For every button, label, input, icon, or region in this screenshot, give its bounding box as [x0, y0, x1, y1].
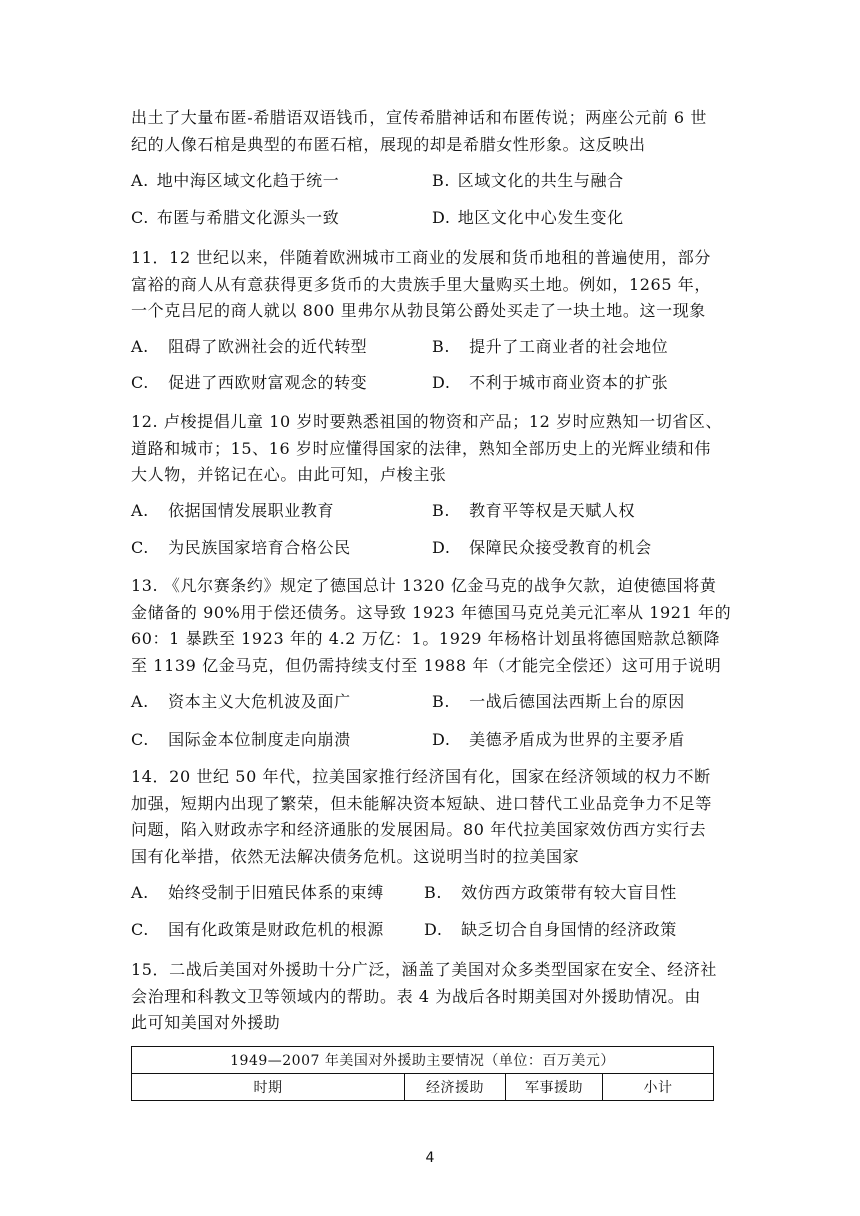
q12-option-c: C. 为民族国家培育合格公民 — [131, 538, 351, 557]
q15-stem — [131, 957, 735, 1037]
stem-line: 12. 卢梭提倡儿童 10 岁时要熟悉祖国的物资和产品；12 岁时应熟知一切省区、 — [131, 412, 723, 431]
q14-option-c: C. 国有化政策是财政危机的根源 — [131, 920, 384, 939]
stem-line: 富裕的商人从有意获得更多货币的大贵族手里大量购买土地。例如，1265 年， — [131, 274, 712, 294]
q10-stem — [131, 105, 735, 158]
stem-line: 此可知美国对外援助 — [131, 1013, 281, 1032]
stem-line: 15．二战后美国对外援助十分广泛，涵盖了美国对众多类型国家在安全、经济社 — [131, 960, 717, 979]
q12-stem — [131, 409, 735, 489]
stem-line: 会治理和科教文卫等领域内的帮助。表 4 为战后各时期美国对外援助情况。由 — [131, 986, 701, 1006]
q14-option-d: D. 缺乏切合自身国情的经济政策 — [424, 920, 677, 939]
q13-option-d: D. 美德矛盾成为世界的主要矛盾 — [432, 730, 685, 749]
q11-option-b: B. 提升了工商业者的社会地位 — [432, 337, 669, 356]
table-header-row — [132, 1074, 714, 1101]
q10-option-c: C. 布匿与希腊文化源头一致 — [131, 208, 340, 227]
q13-option-a: A. 资本主义大危机波及面广 — [131, 692, 351, 711]
q11-option-a: A. 阻碍了欧洲社会的近代转型 — [131, 337, 368, 356]
stem-line: 至 1139 亿金马克，但仍需持续支付至 1988 年（才能完全偿还）这可用于说明 — [131, 655, 722, 675]
q12-option-b: B. 教育平等权是天赋人权 — [432, 501, 636, 520]
q14-option-a: A. 始终受制于旧殖民体系的束缚 — [131, 883, 384, 902]
table-4 — [131, 1046, 714, 1101]
table-header-cell: 时期 — [132, 1074, 405, 1101]
stem-line: 出土了大量布匿-希腊语双语钱币，宣传希腊神话和布匿传说；两座公元前 6 世 — [131, 108, 707, 127]
stem-line: 一个克吕尼的商人就以 800 里弗尔从勃艮第公爵处买走了一块土地。这一现象 — [131, 301, 706, 320]
q13-option-c: C. 国际金本位制度走向崩溃 — [131, 730, 351, 749]
stem-line: 道路和城市；15、16 岁时应懂得国家的法律，熟知全部历史上的光辉业绩和伟 — [131, 438, 712, 458]
q13-stem — [131, 573, 735, 679]
q12-option-a: A. 依据国情发展职业教育 — [131, 501, 335, 520]
q14-stem — [131, 764, 735, 870]
q10-option-a: A. 地中海区域文化趋于统一 — [131, 171, 340, 190]
q11-stem — [131, 245, 735, 325]
table-caption: 1949—2007 年美国对外援助主要情况（单位：百万美元） — [132, 1047, 714, 1074]
stem-line: 加强，短期内出现了繁荣，但未能解决资本短缺、进口替代工业品竞争力不足等 — [131, 793, 713, 813]
stem-line: 问题，陷入财政赤字和经济通胀的发展困局。80 年代拉美国家效仿西方实行去 — [131, 820, 707, 839]
table-header-cell: 军事援助 — [506, 1074, 603, 1101]
stem-line: 金储备的 90%用于偿还债务。这导致 1923 年德国马克兑美元汇率从 1921 年的 — [131, 602, 732, 622]
q10-option-b: B. 区域文化的共生与融合 — [432, 171, 624, 190]
table-header-cell: 经济援助 — [405, 1074, 506, 1101]
stem-line: 60：1 暴跌至 1923 年的 4.2 万亿：1。1929 年杨格计划虽将德国赔款总额降 — [131, 629, 721, 648]
stem-line: 纪的人像石棺是典型的布匿石棺，展现的却是希腊女性形象。这反映出 — [131, 134, 646, 154]
stem-line: 13. 《凡尔赛条约》规定了德国总计 1320 亿金马克的战争欠款，迫使德国将黄 — [131, 576, 717, 595]
table-header-cell: 小计 — [603, 1074, 714, 1101]
q14-option-b: B. 效仿西方政策带有较大盲目性 — [424, 883, 677, 902]
q11-option-c: C. 促进了西欧财富观念的转变 — [131, 373, 368, 392]
page-number: 4 — [425, 1150, 435, 1166]
stem-line: 14．20 世纪 50 年代，拉美国家推行经济国有化，国家在经济领域的权力不断 — [131, 767, 711, 786]
q12-option-d: D. 保障民众接受教育的机会 — [432, 538, 652, 557]
q10-option-d: D. 地区文化中心发生变化 — [432, 208, 624, 227]
q11-option-d: D. 不利于城市商业资本的扩张 — [432, 373, 669, 392]
stem-line: 大人物，并铭记在心。由此可知，卢梭主张 — [131, 465, 447, 484]
stem-line: 国有化举措，依然无法解决债务危机。这说明当时的拉美国家 — [131, 846, 580, 866]
q13-option-b: B. 一战后德国法西斯上台的原因 — [432, 692, 685, 711]
stem-line: 11．12 世纪以来，伴随着欧洲城市工商业的发展和货币地租的普遍使用，部分 — [131, 248, 712, 267]
